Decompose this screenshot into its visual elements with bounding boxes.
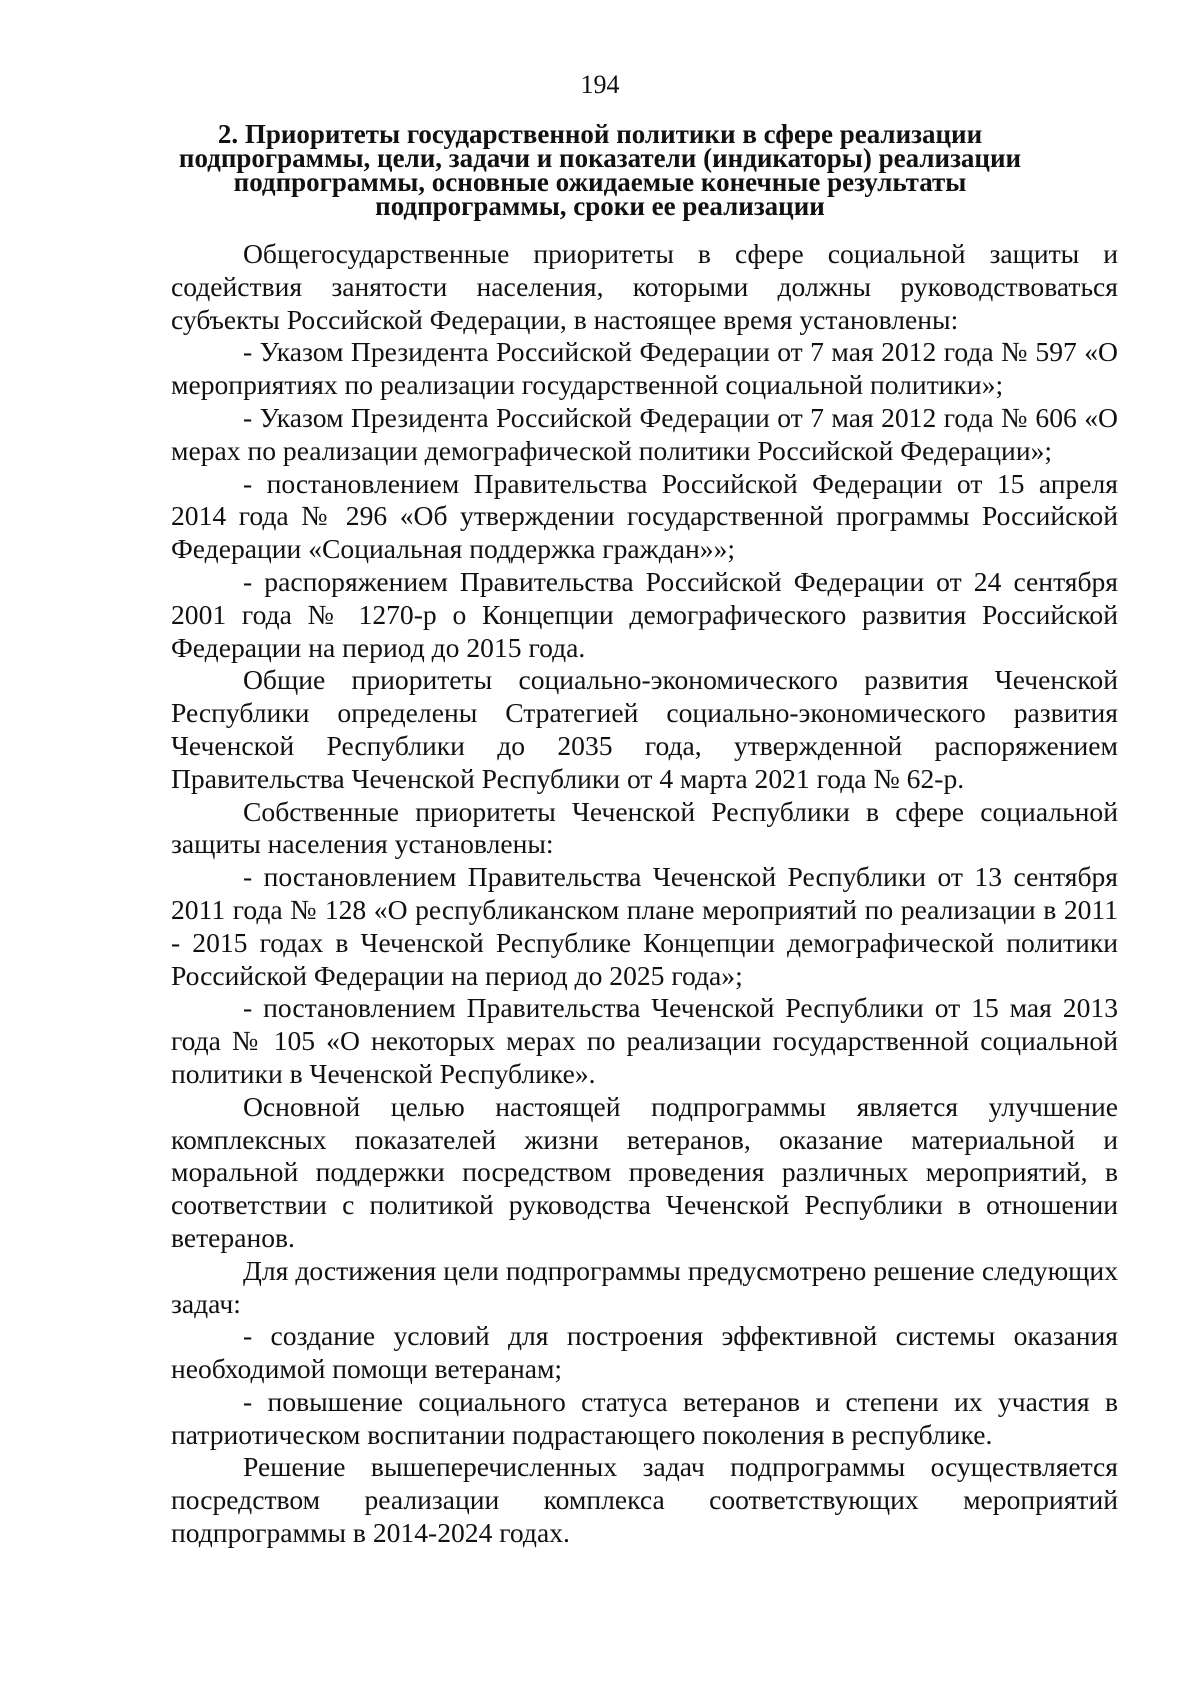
list-item: - постановлением Правительства Чеченской Республики от 15 мая 2013 года № 105 «О некоторых мерах по реализации государственной социальной политики в Чеченской Республике». [171,992,1118,1089]
paragraph: Общие приоритеты социально-экономического развития Чеченской Республики определены Стратегией социально-экономического развития Чеченской Республики до 2035 года, утвержденной распоряжением Правительства Чеченской Республики от 4 марта 2021 года № 62-р. [171,664,1118,794]
list-item: - постановлением Правительства Российской Федерации от 15 апреля 2014 года № 296 «Об утверждении государственной программы Российской Федерации «Социальная поддержка граждан»»; [171,467,1118,565]
list-item: - Указом Президента Российской Федерации от 7 мая 2012 года № 597 «О мероприятиях по реализации государственной социальной политики»; [171,336,1118,401]
section-heading-line: подпрограммы, цели, задачи и показатели (индикаторы) реализации [178,143,1022,173]
body-text [171,238,1118,1550]
paragraph: Решение вышеперечисленных задач подпрограммы осуществляется посредством реализации комплекса соответствующих мероприятий подпрограммы в 2014-2024 годах. [171,1451,1118,1549]
list-item: - Указом Президента Российской Федерации от 7 мая 2012 года № 606 «О мерах по реализации демографической политики Российской Федерации»; [171,401,1118,466]
list-item: - повышение социального статуса ветеранов и степени их участия в патриотическом воспитании подрастающего поколения в республике. [171,1385,1118,1450]
paragraph: Для достижения цели подпрограммы предусмотрено решение следующих задач: [171,1254,1118,1319]
section-heading-line: подпрограммы, сроки ее реализации [375,191,825,221]
list-item: - распоряжением Правительства Российской Федерации от 24 сентября 2001 года № 1270-р о Концепции демографического развития Российской Федерации на период до 2015 года. [171,565,1118,663]
paragraph: Собственные приоритеты Чеченской Республики в сфере социальной защиты населения установлены: [171,795,1118,860]
section-heading-line: 2. Приоритеты государственной политики в сфере реализации [217,119,983,149]
section-heading-line: подпрограммы, основные ожидаемые конечные результаты [233,167,967,197]
list-item: - постановлением Правительства Чеченской Республики от 13 сентября 2011 года № 128 «О республиканском плане мероприятий по реализации в 2011 - 2015 годах в Чеченской Республике Концепции демографической политики Российской Федерации на период до 2025 года»; [171,861,1118,991]
paragraph: Основной целью настоящей подпрограммы является улучшение комплексных показателей жизни ветеранов, оказание материальной и моральной поддержки посредством проведения различных мероприятий, в соответствии с политикой руководства Чеченской Республики в отношении ветеранов. [171,1090,1118,1253]
paragraph: Общегосударственные приоритеты в сфере социальной защиты и содействия занятости населения, которыми должны руководствоваться субъекты Российской Федерации, в настоящее время установлены: [171,238,1118,335]
section-heading [150,119,1050,221]
page-number: 194 [580,70,620,99]
list-item: - создание условий для построения эффективной системы оказания необходимой помощи ветеранам; [171,1320,1118,1385]
